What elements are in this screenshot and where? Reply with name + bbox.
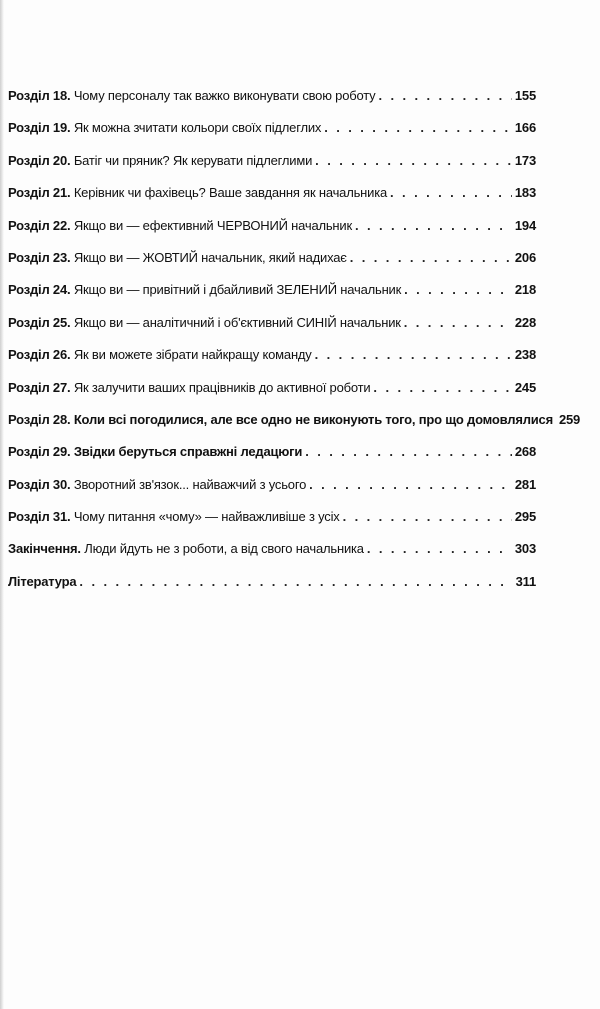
toc-entry-chapter-30 — [8, 469, 536, 501]
toc-entry-title: Коли всі погодилися, але все одно не виконують того, про що домовлялися — [73, 411, 553, 427]
dot-leader — [367, 533, 512, 565]
toc-entry-head: Розділ 23. — [8, 249, 71, 265]
dot-leader — [350, 242, 512, 274]
dot-leader — [378, 80, 511, 112]
toc-entry-title: Як залучити ваших працівників до активної роботи — [73, 379, 371, 395]
toc-entry-title: Якщо ви — привітний і дбайливий ЗЕЛЕНИЙ начальник — [73, 282, 402, 298]
dot-leader — [309, 469, 512, 501]
toc-entry-page: 268 — [514, 444, 536, 460]
toc-entry-head: Розділ 22. — [8, 217, 71, 233]
toc-entry-head: Розділ 26. — [8, 347, 71, 363]
toc-entry-head: Розділ 20. — [8, 152, 71, 168]
dot-leader — [79, 566, 512, 598]
toc-entry-page: 228 — [514, 314, 536, 330]
dot-leader — [324, 112, 512, 144]
toc-entry-chapter-27 — [8, 372, 536, 404]
page-edge — [0, 0, 4, 1009]
dot-leader — [305, 436, 512, 468]
toc-entry-head: Література — [8, 573, 77, 589]
toc-entry-chapter-23 — [8, 242, 536, 274]
toc-entry-chapter-18 — [8, 80, 536, 112]
toc-entry-page: 155 — [514, 88, 536, 103]
toc-entry-head: Розділ 27. — [8, 379, 71, 395]
toc-entry-chapter-28 — [8, 404, 581, 436]
dot-leader — [404, 307, 512, 339]
toc-entry-title: Чому персоналу так важко виконувати свою роботу — [73, 88, 376, 103]
toc-entry-title: Зворотний зв'язок... найважчий з усього — [73, 476, 307, 492]
dot-leader — [404, 274, 512, 306]
toc-entry-chapter-26 — [8, 339, 536, 371]
dot-leader — [373, 372, 511, 404]
toc-entry-page: 183 — [514, 185, 536, 201]
toc-entry-page: 173 — [514, 152, 536, 168]
toc-entry-page: 194 — [514, 217, 536, 233]
toc-entry-title: Як ви можете зібрати найкращу команду — [73, 347, 312, 363]
toc-entry-head: Розділ 28. — [8, 411, 71, 427]
toc-entry-title: Якщо ви — аналітичний і об'єктивний СИНІЙ начальник — [73, 314, 401, 330]
toc-entry-page: 259 — [558, 411, 581, 427]
table-of-contents — [8, 80, 581, 598]
toc-entry-title: Батіг чи пряник? Як керувати підлеглими — [73, 152, 313, 168]
toc-entry-title: Якщо ви — ЖОВТИЙ начальник, який надихає — [73, 249, 347, 265]
toc-entry-head: Розділ 25. — [8, 314, 71, 330]
toc-entry-chapter-24 — [8, 274, 536, 306]
toc-entry-chapter-19 — [8, 112, 536, 144]
toc-entry-literature — [8, 566, 536, 598]
dot-leader — [390, 177, 512, 209]
toc-entry-page: 166 — [514, 120, 536, 136]
toc-entry-head: Розділ 18. — [8, 88, 71, 103]
toc-entry-page: 206 — [514, 249, 536, 265]
toc-entry-head: Розділ 31. — [8, 509, 71, 525]
toc-entry-page: 238 — [514, 347, 536, 363]
toc-entry-head: Розділ 30. — [8, 476, 71, 492]
toc-entry-page: 218 — [514, 282, 536, 298]
dot-leader — [315, 339, 512, 371]
toc-entry-title: Люди йдуть не з роботи, а від свого начальника — [84, 541, 364, 557]
dot-leader — [355, 210, 512, 242]
toc-entry-chapter-29 — [8, 436, 536, 468]
toc-entry-title: Як можна зчитати кольори своїх підлеглих — [73, 120, 322, 136]
toc-entry-head: Розділ 19. — [8, 120, 71, 136]
toc-entry-title: Чому питання «чому» — найважливіше з усіх — [73, 509, 340, 525]
dot-leader — [315, 145, 512, 177]
toc-entry-title: Керівник чи фахівець? Ваше завдання як начальника — [73, 185, 388, 201]
toc-entry-chapter-22 — [8, 210, 536, 242]
toc-entry-title: Якщо ви — ефективний ЧЕРВОНИЙ начальник — [73, 217, 352, 233]
toc-entry-page: 281 — [514, 476, 536, 492]
toc-entry-page: 245 — [514, 379, 536, 395]
toc-entry-chapter-25 — [8, 307, 536, 339]
toc-entry-head: Закінчення. — [8, 541, 81, 557]
toc-entry-chapter-21 — [8, 177, 536, 209]
toc-entry-head: Розділ 21. — [8, 185, 71, 201]
toc-entry-title: Звідки беруться справжні ледацюги — [73, 444, 303, 460]
toc-entry-page: 303 — [514, 541, 536, 557]
toc-entry-head: Розділ 29. — [8, 444, 71, 460]
dot-leader — [343, 501, 512, 533]
toc-entry-page: 295 — [514, 509, 536, 525]
toc-entry-page: 311 — [515, 573, 536, 589]
toc-entry-chapter-20 — [8, 145, 536, 177]
toc-entry-chapter-31 — [8, 501, 536, 533]
toc-entry-conclusion — [8, 533, 536, 565]
toc-entry-head: Розділ 24. — [8, 282, 71, 298]
